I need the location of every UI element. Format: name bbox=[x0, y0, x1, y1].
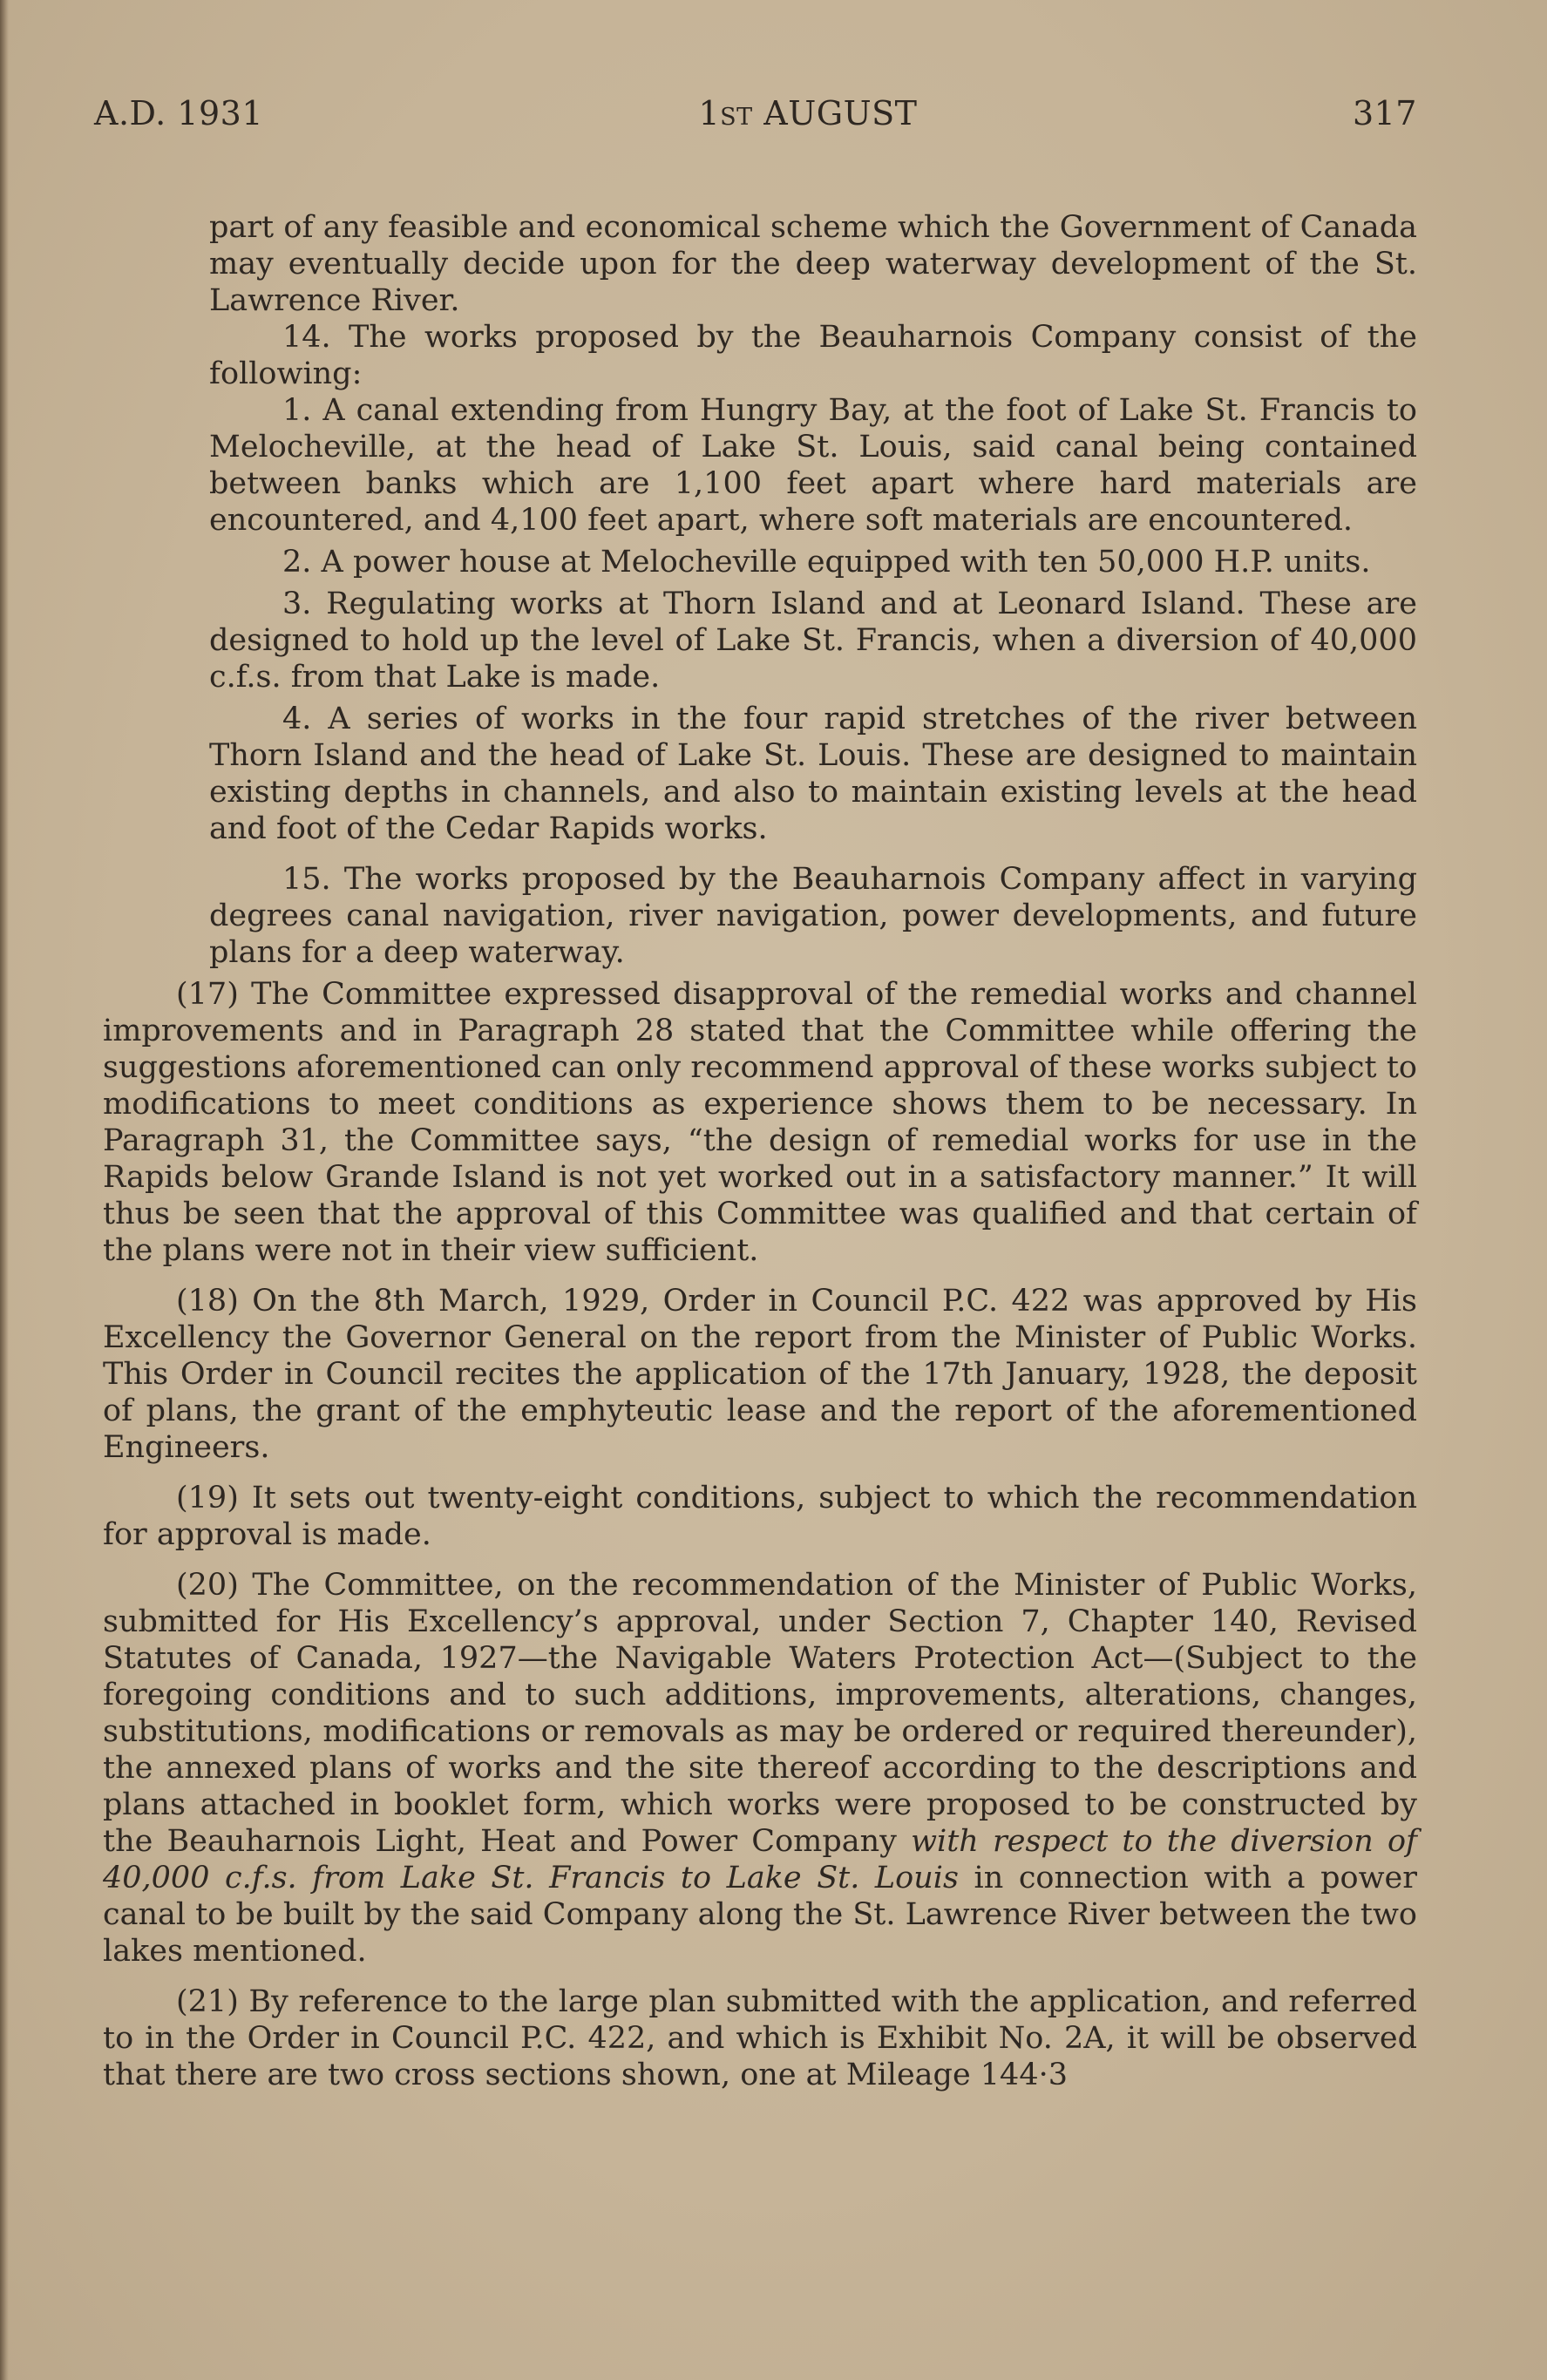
header-year: A.D. 1931 bbox=[94, 94, 263, 132]
list-item: 4. A series of works in the four rapid stretches of the river between Thorn Island and the head of Lake St. Louis. These are designed to maintain existing depths in channels, and also to maintain existing levels at the head and foot of the Cedar Rapids works. bbox=[209, 702, 1417, 846]
list-item: 2. A power house at Melocheville equipped with ten 50,000 H.P. units. bbox=[282, 545, 1371, 580]
diversion-emphasis: with respect to the diversion of 40,000 c.f.s. from Lake St. Francis to Lake St. Louis bbox=[103, 1824, 1417, 1895]
paragraph-19: (19) It sets out twenty-eight conditions, subject to which the recommendation for approval is made. bbox=[103, 1481, 1417, 1552]
list-item: 3. Regulating works at Thorn Island and at Leonard Island. These are designed to hold up the level of Lake St. Francis, when a diversion of 40,000 c.f.s. from that Lake is made. bbox=[209, 587, 1417, 695]
list-item: 1. A canal extending from Hungry Bay, at the foot of Lake St. Francis to Melocheville, at the head of Lake St. Louis, said canal being contained between banks which are 1,100 feet apart where hard materials are encountered, and 4,100 feet apart, where soft materials are encountered. bbox=[209, 393, 1417, 538]
paragraph-18: (18) On the 8th March, 1929, Order in Council P.C. 422 was approved by His Excellency the Governor General on the report from the Minister of Public Works. This Order in Council recites the application of the 17th January, 1928, the deposit of plans, the grant of the emphyteutic lease and the report of the aforementioned Engineers. bbox=[103, 1284, 1417, 1465]
paragraph-20: (20) The Committee, on the recommendation of the Minister of Public Works, submitted for His Excellency’s approval, under Section 7, Chapter 140, Revised Statutes of Canada, 1927—the Navigable Waters Protection Act—(Subject to the foregoing conditions and to such additions, improvements, alterations, changes, substitutions, modifications or removals as may be ordered or required thereunder), the annexed plans of works and the site thereof according to the descriptions and plans attached in booklet form, which works were proposed to be constructed by the Beauharnois Light, Heat and Power Company with respect to the diversion of 40,000 c.f.s. from Lake St. Francis to Lake St. Louis in connection with a power canal to be built by the said Company along the St. Lawrence River between the two lakes mentioned. bbox=[103, 1568, 1418, 1969]
running-header bbox=[94, 94, 1417, 132]
paragraph-14: 14. The works proposed by the Beauharnois Company consist of the following: bbox=[209, 320, 1417, 391]
works-list bbox=[209, 392, 1417, 847]
paragraph-15: 15. The works proposed by the Beauharnois Company affect in varying degrees canal navigation, river navigation, power developments, and future plans for a deep waterway. bbox=[209, 862, 1417, 970]
page-body bbox=[103, 209, 1417, 2093]
paragraph-21: (21) By reference to the large plan submitted with the application, and referred to in the Order in Council P.C. 422, and which is Exhibit No. 2A, it will be observed that there are two cross sections shown, one at Mileage 144·3 bbox=[103, 1984, 1417, 2092]
header-date: 1ST AUGUST bbox=[698, 94, 918, 132]
page-number: 317 bbox=[1352, 94, 1417, 132]
quoted-report bbox=[103, 209, 1417, 971]
paragraph-13-continued: part of any feasible and economical scheme which the Government of Canada may eventually decide upon for the deep waterway development of the St. Lawrence River. bbox=[209, 210, 1417, 318]
page-spine-shadow bbox=[0, 0, 9, 2380]
paragraph-17: (17) The Committee expressed disapproval of the remedial works and channel improvements and in Paragraph 28 stated that the Committee while offering the suggestions aforementioned can only recommend approval of these works subject to modifications to meet conditions as experience shows them to be necessary. In Paragraph 31, the Committee says, “the design of remedial works for use in the Rapids below Grande Island is not yet worked out in a satisfactory manner.” It will thus be seen that the approval of this Committee was qualified and that certain of the plans were not in their view sufficient. bbox=[103, 977, 1417, 1268]
